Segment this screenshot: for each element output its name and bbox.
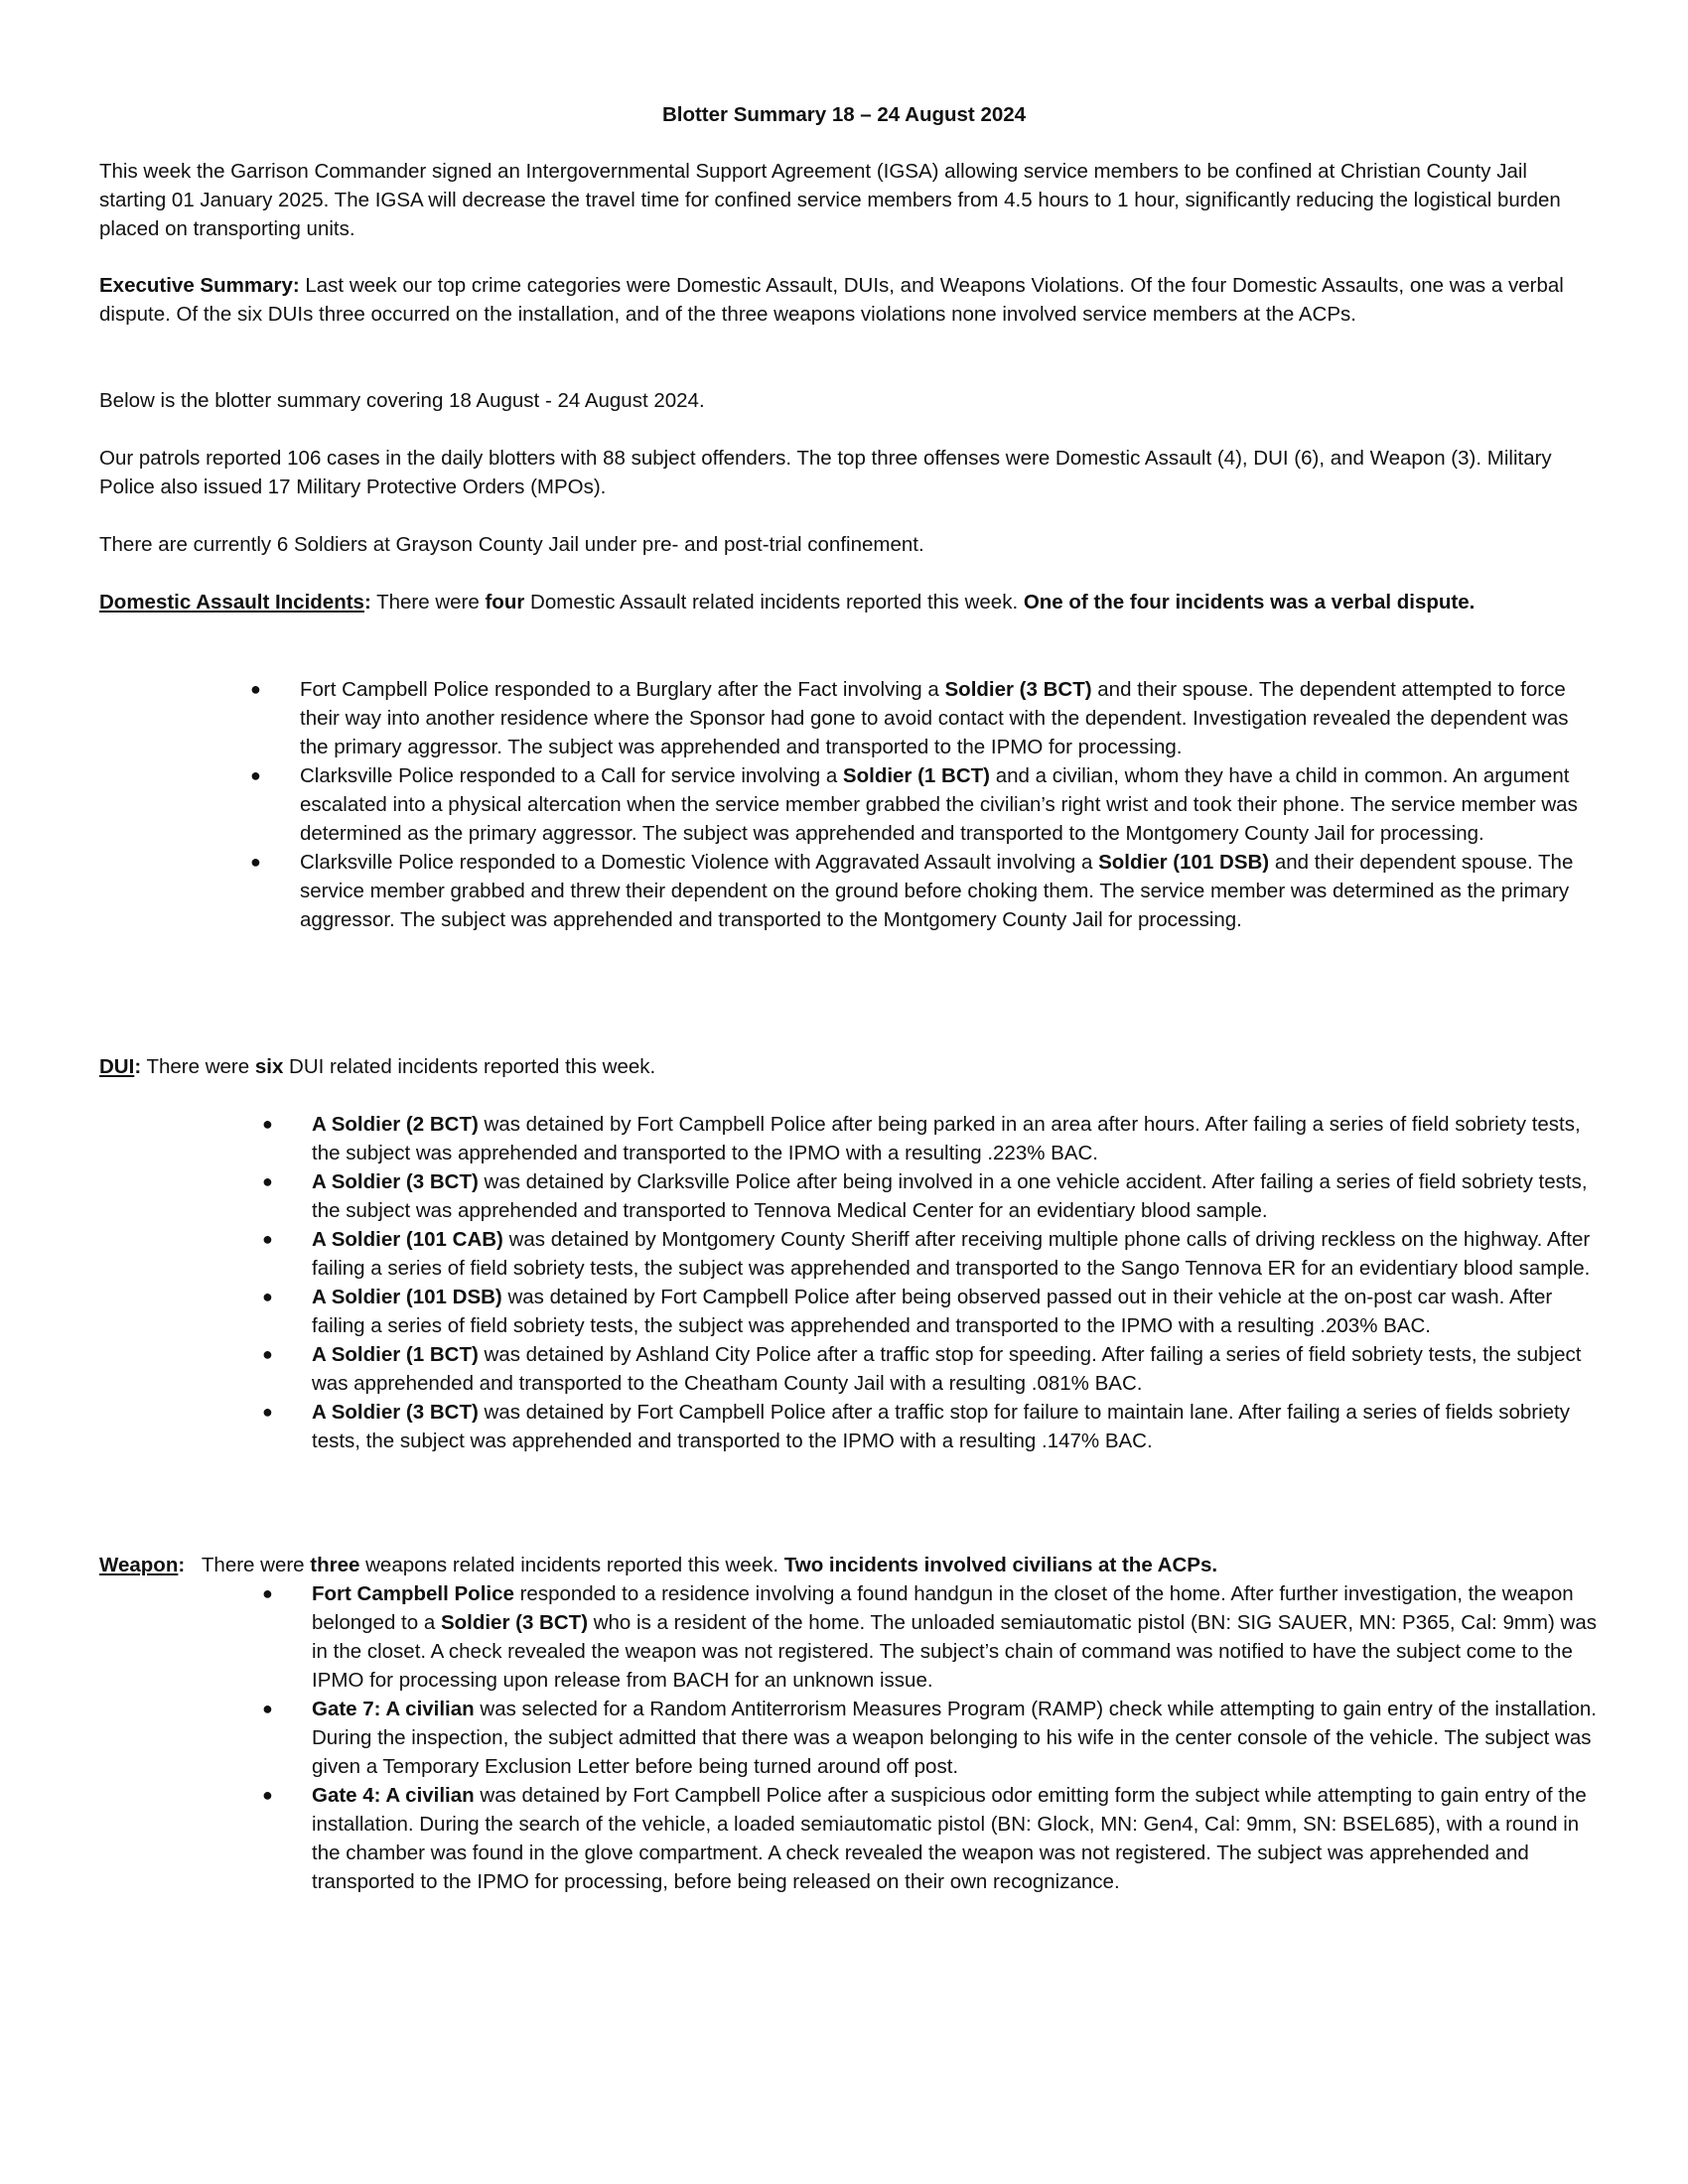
domestic-assault-label: Domestic Assault Incidents [99,591,364,614]
list-item: ● Gate 4: A civilian was detained by Fort Campbell Police after a suspicious odor emitting form the subject while attempting to gain entry of the installation. During the search of the vehicle, a loaded semiautomatic pistol (BN: Glock, MN: Gen4, Cal: 9mm, SN: BSEL685), with a round in the chamber was found in the glove compartment. A check revealed the weapon was not registered. The subject was apprehended and transported to the IPMO for processing, before being released on their own recognizance. [312,1781,1603,1896]
bullet-icon: ● [250,679,261,699]
list-item: ● Fort Campbell Police responded to a residence involving a found handgun in the closet of the home. After further investigation, the weapon belonged to a Soldier (3 BCT) who is a resident of the home. The unloaded semiautomatic pistol (BN: SIG SAUER, MN: P365, Cal: 9mm) was in the closet. A check revealed the weapon was not registered. The subject’s chain of command was notified to have the subject come to the IPMO for processing upon release from BACH for an unknown issue. [312,1579,1603,1695]
domestic-assault-heading: Domestic Assault Incidents: There were four Domestic Assault related incidents reported this week. One of the four incidents was a verbal dispute. [99,591,1476,614]
dui-heading: DUI: There were six DUI related incidents reported this week. [99,1055,656,1078]
intro-paragraph: This week the Garrison Commander signed an Intergovernmental Support Agreement (IGSA) allowing service members to be confined at Christian County Jail starting 01 January 2025. The IGSA will decrease the travel time for confined service members from 4.5 hours to 1 hour, significantly reducing the logistical burden placed on transporting units. [99,160,1561,240]
bullet-icon: ● [262,1583,273,1603]
bullet-icon: ● [262,1785,273,1805]
list-item: ● A Soldier (101 CAB) was detained by Montgomery County Sheriff after receiving multiple phone calls of driving reckless on the highway. After failing a series of field sobriety tests, the subject was apprehended and transported to the Sango Tennova ER for an evidentiary blood sample. [312,1225,1593,1283]
domestic-verbal-note: One of the four incidents was a verbal dispute. [1023,591,1476,614]
confinement-paragraph: There are currently 6 Soldiers at Grayson County Jail under pre- and post-trial confinement. [99,533,924,556]
weapon-list [262,1579,1603,1896]
weapon-heading: Weapon: There were three weapons related incidents reported this week. Two incidents involved civilians at the ACPs. [99,1554,1218,1576]
bullet-icon: ● [262,1402,273,1422]
list-item: ● A Soldier (101 DSB) was detained by Fort Campbell Police after being observed passed out in their vehicle at the on-post car wash. After failing a series of field sobriety tests, the subject was apprehended and transported to the IPMO with a resulting .203% BAC. [312,1283,1593,1340]
executive-summary-paragraph [99,271,1599,329]
list-item: ● Clarksville Police responded to a Domestic Violence with Aggravated Assault involving a Soldier (101 DSB) and their dependent spouse. The service member grabbed and threw their dependent on the ground before choking them. The service member was determined as the primary aggressor. The subject was apprehended and transported to the Montgomery County Jail for processing. [300,848,1591,934]
bullet-icon: ● [250,765,261,785]
domestic-count: four [485,591,525,614]
list-item: ● Clarksville Police responded to a Call for service involving a Soldier (1 BCT) and a civilian, whom they have a child in common. An argument escalated into a physical altercation when the service member grabbed the civilian’s right wrist and took their phone. The service member was determined as the primary aggressor. The subject was apprehended and transported to the Montgomery County Jail for processing. [300,761,1591,848]
dui-list [262,1110,1593,1455]
coverage-paragraph: Below is the blotter summary covering 18 August - 24 August 2024. [99,389,705,412]
list-item: ● Fort Campbell Police responded to a Burglary after the Fact involving a Soldier (3 BCT) and their spouse. The dependent attempted to force their way into another residence where the Sponsor had gone to avoid contact with the dependent. Investigation revealed the dependent was the primary aggressor. The subject was apprehended and transported to the IPMO for processing. [300,675,1591,761]
patrols-paragraph: Our patrols reported 106 cases in the daily blotters with 88 subject offenders. The top three offenses were Domestic Assault (4), DUI (6), and Weapon (3). Military Police also issued 17 Military Protective Orders (MPOs). [99,447,1552,498]
dui-label: DUI [99,1055,135,1078]
bullet-icon: ● [262,1344,273,1364]
page-title: Blotter Summary 18 – 24 August 2024 [661,103,1027,126]
bullet-icon: ● [262,1171,273,1191]
weapon-label: Weapon [99,1554,179,1576]
bullet-icon: ● [262,1114,273,1134]
list-item: ● A Soldier (2 BCT) was detained by Fort Campbell Police after being parked in an area after hours. After failing a series of field sobriety tests, the subject was apprehended and transported to the IPMO with a resulting .223% BAC. [312,1110,1593,1167]
domestic-assault-list [250,675,1591,934]
weapon-count: three [310,1554,360,1576]
list-item: ● A Soldier (1 BCT) was detained by Ashland City Police after a traffic stop for speeding. After failing a series of field sobriety tests, the subject was apprehended and transported to the Cheatham County Jail with a resulting .081% BAC. [312,1340,1593,1398]
bullet-icon: ● [262,1287,273,1306]
list-item: ● Gate 7: A civilian was selected for a Random Antiterrorism Measures Program (RAMP) check while attempting to gain entry of the installation. During the inspection, the subject admitted that there was a weapon belonging to his wife in the center console of the vehicle. The subject was given a Temporary Exclusion Letter before being turned around off post. [312,1695,1603,1781]
executive-summary-text: Last week our top crime categories were Domestic Assault, DUIs, and Weapons Violations. Of the four Domestic Assaults, one was a verbal dispute. Of the six DUIs three occurred on the installation, and of the three weapons violations none involved service members at the ACPs. [99,274,1564,326]
bullet-icon: ● [262,1699,273,1718]
dui-count: six [254,1055,284,1078]
executive-summary-label: Executive Summary: [99,274,300,297]
bullet-icon: ● [262,1229,273,1249]
list-item: ● A Soldier (3 BCT) was detained by Fort Campbell Police after a traffic stop for failure to maintain lane. After failing a series of fields sobriety tests, the subject was apprehended and transported to the IPMO with a resulting .147% BAC. [312,1398,1593,1455]
list-item: ● A Soldier (3 BCT) was detained by Clarksville Police after being involved in a one vehicle accident. After failing a series of field sobriety tests, the subject was apprehended and transported to Tennova Medical Center for an evidentiary blood sample. [312,1167,1593,1225]
weapon-civilians-note: Two incidents involved civilians at the ACPs. [783,1554,1218,1576]
bullet-icon: ● [250,852,261,872]
